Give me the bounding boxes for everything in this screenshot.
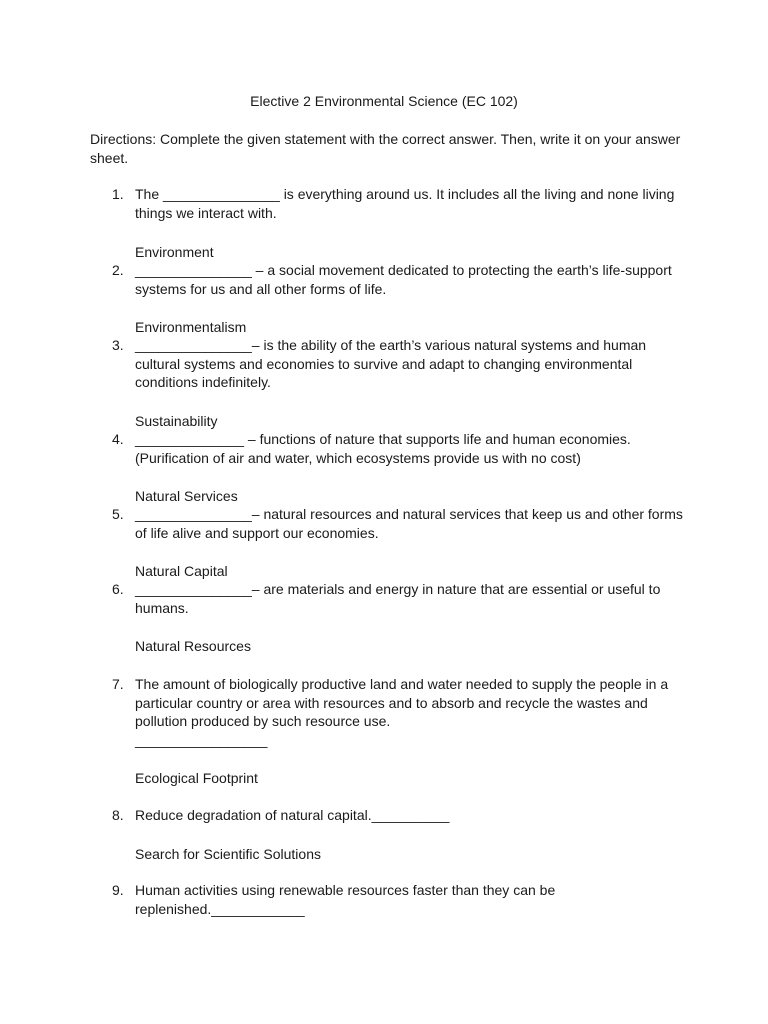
- question-text: [135, 336, 685, 392]
- question-number: 2.: [112, 262, 124, 278]
- question-text: [135, 580, 685, 617]
- question-line: systems for us and all other forms of life.: [135, 280, 387, 297]
- directions-line: sheet.: [90, 149, 129, 166]
- question-number: 7.: [112, 676, 124, 692]
- answer-text: Natural Services: [135, 488, 238, 504]
- answer-text: Environmentalism: [135, 319, 247, 335]
- question-line: of life alive and support our economies.: [135, 524, 379, 541]
- question-text: [135, 505, 685, 542]
- question-text: [135, 430, 685, 467]
- question-number: 9.: [112, 882, 124, 898]
- question-number: 4.: [112, 431, 124, 447]
- question-text: [135, 806, 685, 825]
- question-line: _______________– are materials and energy in nature that are essential or useful to: [135, 581, 661, 597]
- question-line: _______________ – a social movement dedicated to protecting the earth’s life-support: [135, 262, 672, 278]
- question-number: 6.: [112, 581, 124, 597]
- question-line: things we interact with.: [135, 204, 277, 221]
- question-number: 8.: [112, 807, 124, 823]
- question-line: humans.: [135, 599, 189, 616]
- answer-text: Natural Capital: [135, 563, 228, 579]
- question-line: ______________ – functions of nature that supports life and human economies.: [135, 431, 631, 447]
- question-text: [135, 881, 685, 918]
- question-line: (Purification of air and water, which ecosystems provide us with no cost): [135, 449, 581, 466]
- question-text: [135, 675, 685, 749]
- directions: [90, 130, 690, 167]
- question-line: The amount of biologically productive land and water needed to supply the people in a: [135, 676, 669, 692]
- question-line: _______________– is the ability of the earth’s various natural systems and human: [135, 337, 647, 353]
- question-line: _______________– natural resources and natural services that keep us and other forms: [135, 506, 683, 522]
- answer-text: Sustainability: [135, 413, 218, 429]
- question-text: [135, 185, 685, 222]
- question-line: _________________: [135, 731, 268, 748]
- question-line: replenished.____________: [135, 900, 305, 917]
- question-text: [135, 261, 685, 298]
- question-line: particular country or area with resources and to absorb and recycle the wastes and: [135, 694, 648, 711]
- question-line: conditions indefinitely.: [135, 374, 271, 390]
- answer-text: Natural Resources: [135, 638, 251, 654]
- document-title: Elective 2 Environmental Science (EC 102): [250, 93, 518, 109]
- question-line: pollution produced by such resource use.: [135, 713, 391, 729]
- answer-text: Search for Scientific Solutions: [135, 846, 321, 862]
- question-line: The _______________ is everything around us. It includes all the living and none living: [135, 186, 675, 202]
- directions-line: Directions: Complete the given statement with the correct answer. Then, write it on your answer: [90, 131, 681, 147]
- question-number: 1.: [112, 186, 124, 202]
- question-line: Reduce degradation of natural capital.__________: [135, 807, 450, 823]
- question-number: 5.: [112, 506, 124, 522]
- question-line: cultural systems and economies to survive and adapt to changing environmental: [135, 355, 633, 372]
- question-number: 3.: [112, 337, 124, 353]
- question-line: Human activities using renewable resources faster than they can be: [135, 882, 556, 898]
- answer-text: Ecological Footprint: [135, 770, 258, 786]
- answer-text: Environment: [135, 244, 214, 260]
